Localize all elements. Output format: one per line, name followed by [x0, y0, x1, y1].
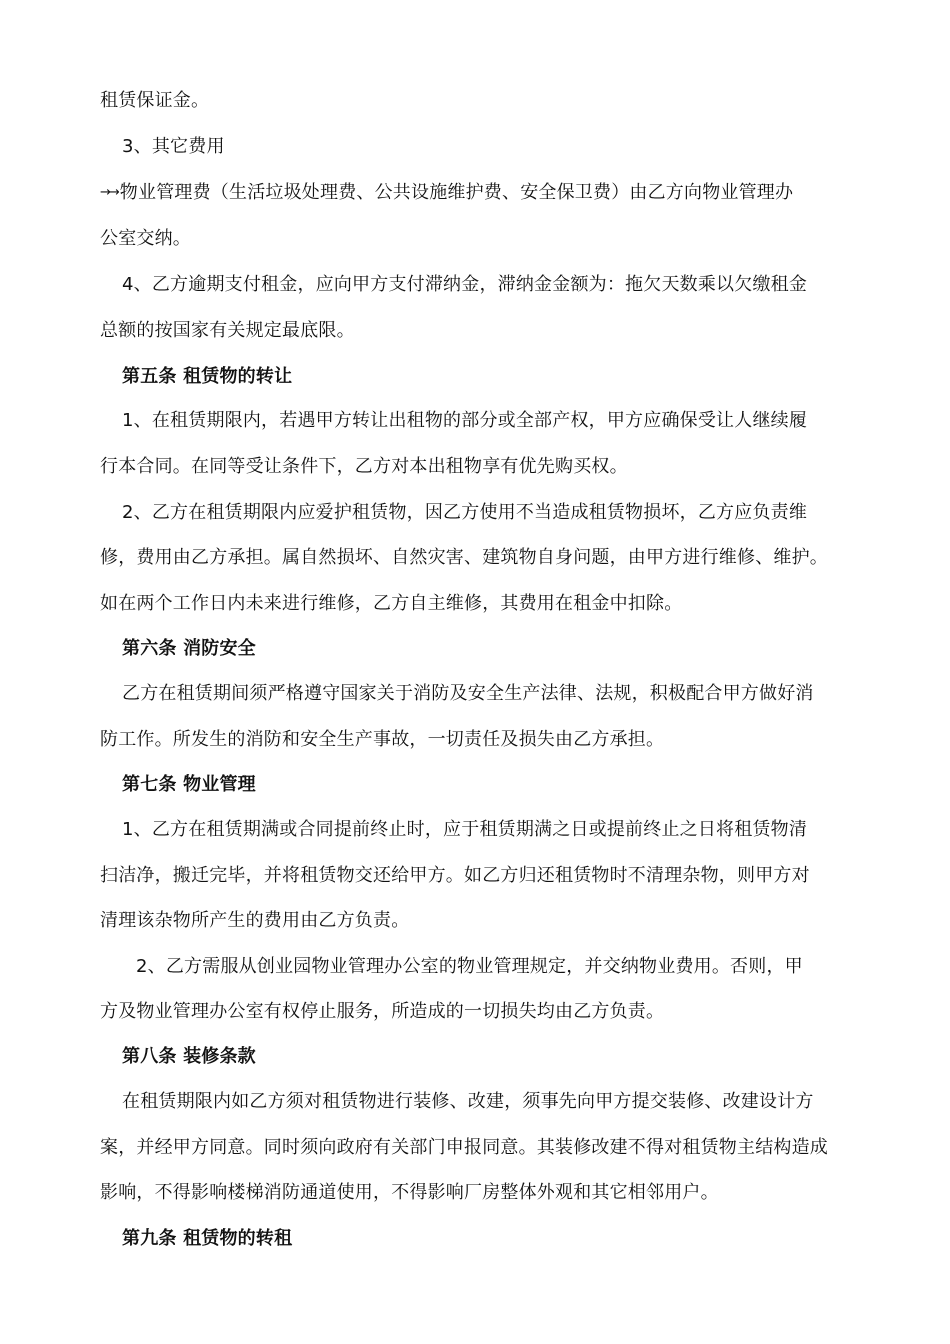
paragraph-line: 3、其它费用	[122, 136, 225, 157]
paragraph-line: 总额的按国家有关规定最底限。	[100, 320, 355, 341]
paragraph-line: 方及物业管理办公室有权停止服务，所造成的一切损失均由乙方负责。	[100, 1001, 665, 1022]
paragraph-line: 防工作。所发生的消防和安全生产事故，一切责任及损失由乙方承担。	[100, 729, 665, 750]
paragraph-line	[100, 180, 793, 206]
section-heading: 第七条 物业管理	[122, 774, 256, 795]
paragraph-line: 清理该杂物所产生的费用由乙方负责。	[100, 910, 410, 931]
paragraph-line: 1、乙方在租赁期满或合同提前终止时，应于租赁期满之日或提前终止之日将租赁物清	[122, 819, 808, 840]
paragraph-line: 案，并经甲方同意。同时须向政府有关部门申报同意。其装修改建不得对租赁物主结构造成	[100, 1137, 828, 1158]
paragraph-line: 2、乙方需服从创业园物业管理办公室的物业管理规定，并交纳物业费用。否则，甲	[136, 956, 803, 977]
paragraph-line: 4、乙方逾期支付租金，应向甲方支付滞纳金，滞纳金金额为：拖欠天数乘以欠缴租金	[122, 274, 808, 295]
paragraph-line: 在租赁期限内如乙方须对租赁物进行装修、改建，须事先向甲方提交装修、改建设计方	[122, 1091, 814, 1112]
tab-arrow-icon: →→	[100, 185, 118, 200]
paragraph-line: 扫洁净，搬迁完毕，并将租赁物交还给甲方。如乙方归还租赁物时不清理杂物，则甲方对	[100, 865, 810, 886]
paragraph-line: 1、在租赁期限内，若遇甲方转让出租物的部分或全部产权，甲方应确保受让人继续履	[122, 410, 808, 431]
paragraph-line: 行本合同。在同等受让条件下，乙方对本出租物享有优先购买权。	[100, 456, 628, 477]
section-heading: 第九条 租赁物的转租	[122, 1228, 293, 1249]
paragraph-line: 租赁保证金。	[100, 90, 210, 111]
paragraph-line: 公室交纳。	[100, 228, 191, 249]
paragraph-line: 乙方在租赁期间须严格遵守国家关于消防及安全生产法律、法规，积极配合甲方做好消	[122, 683, 814, 704]
paragraph-text: 物业管理费（生活垃圾处理费、公共设施维护费、安全保卫费）由乙方向物业管理办	[119, 182, 794, 203]
paragraph-line: 修，费用由乙方承担。属自然损坏、自然灾害、建筑物自身问题，由甲方进行维修、维护。	[100, 547, 828, 568]
section-heading: 第八条 装修条款	[122, 1046, 256, 1067]
paragraph-line: 影响，不得影响楼梯消防通道使用，不得影响厂房整体外观和其它相邻用户。	[100, 1182, 719, 1203]
paragraph-line: 如在两个工作日内未来进行维修，乙方自主维修，其费用在租金中扣除。	[100, 593, 683, 614]
paragraph-line: 2、乙方在租赁期限内应爱护租赁物，因乙方使用不当造成租赁物损坏，乙方应负责维	[122, 502, 808, 523]
section-heading: 第五条 租赁物的转让	[122, 366, 293, 387]
section-heading: 第六条 消防安全	[122, 638, 256, 659]
